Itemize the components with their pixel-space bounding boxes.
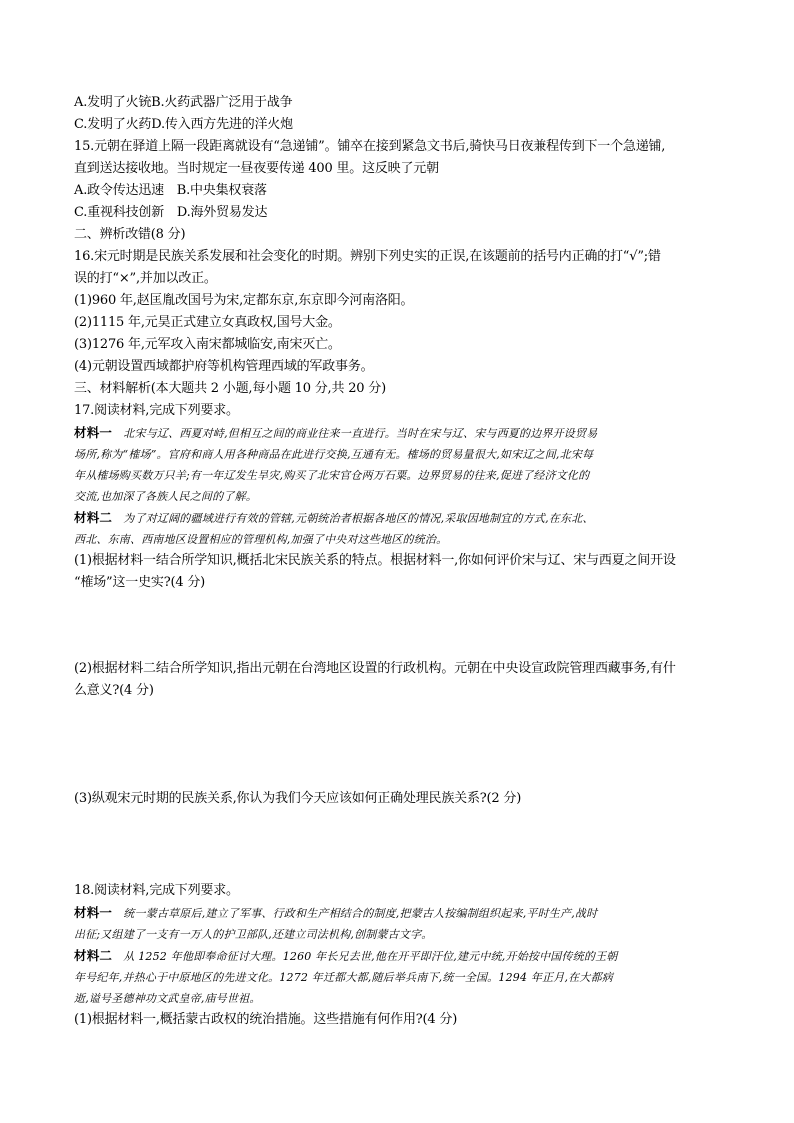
q17-material-1-line: 场所,称为“榷场”。官府和商人用各种商品在此进行交换,互通有无。榷场的贸易量很大,如宋辽之间,北宋每	[74, 448, 594, 461]
statement-3: (3)1276 年,元军攻入南宋都城临安,南宋灭亡。	[74, 337, 341, 352]
question-17: 17.阅读材料,完成下列要求。	[74, 403, 239, 418]
q17-sub-2: (2)根据材料二结合所学知识,指出元朝在台湾地区设置的行政机构。元朝在中央设宣政院管理西藏事务,有什	[74, 661, 676, 676]
option-line: A.政令传达迅速 B.中央集权衰落	[74, 183, 267, 198]
q18-material-2-line: 逝,谥号圣德神功文武皇帝,庙号世祖。	[74, 992, 261, 1005]
question-16-cont: 误的打“×”,并加以改正。	[74, 271, 217, 286]
option-line: C.发明了火药D.传入西方先进的洋火炮	[74, 117, 293, 132]
option-line: C.重视科技创新 D.海外贸易发达	[74, 205, 268, 220]
q18-sub-1: (1)根据材料一,概括蒙古政权的统治措施。这些措施有何作用?(4 分)	[74, 1012, 458, 1027]
q17-material-1-line: 年从榷场购买数万只羊;有一年辽发生旱灾,购买了北宋官仓两万石粟。边界贸易的往来,促进了经济文化的	[74, 469, 590, 482]
answer-space	[74, 810, 724, 880]
material-label: 材料一	[74, 905, 113, 920]
material-label: 材料二	[74, 948, 113, 963]
q17-material-1-line: 材料一 北宋与辽、西夏对峙,但相互之间的商业往来一直进行。当时在宋与辽、宋与西夏的边界开设贸易	[74, 425, 598, 440]
q17-material-2-line: 西北、东南、西南地区设置相应的管理机构,加强了中央对这些地区的统治。	[74, 533, 448, 546]
q17-sub-1-cont: “榷场”这一史实?(4 分)	[74, 575, 206, 590]
answer-space	[74, 702, 724, 788]
material-label: 材料一	[74, 425, 113, 440]
option-line: A.发明了火铳B.火药武器广泛用于战争	[74, 95, 293, 110]
section-heading: 三、材料解析(本大题共 2 小题,每小题 10 分,共 20 分)	[74, 381, 386, 396]
statement-4: (4)元朝设置西域都护府等机构管理西域的军政事务。	[74, 359, 374, 374]
section-heading: 二、辨析改错(8 分)	[74, 227, 186, 242]
statement-2: (2)1115 年,元昊正式建立女真政权,国号大金。	[74, 315, 341, 330]
question-15-cont: 直到送达接收地。当时规定一昼夜要传递 400 里。这反映了元朝	[74, 161, 439, 176]
q17-sub-3: (3)纵观宋元时期的民族关系,你认为我们今天应该如何正确处理民族关系?(2 分)	[74, 791, 522, 806]
answer-space	[74, 594, 724, 658]
question-18: 18.阅读材料,完成下列要求。	[74, 883, 239, 898]
exam-page	[74, 92, 724, 1031]
material-label: 材料二	[74, 510, 113, 525]
q18-material-2-line: 材料二 从 1252 年他即奉命征讨大理。1260 年长兄去世,他在开平即汗位,建元中统,开始按中国传统的王朝	[74, 948, 618, 963]
question-15: 15.元朝在驿道上隔一段距离就设有“急递铺”。铺卒在接到紧急文书后,骑快马日夜兼程传到下一个急递铺,	[74, 139, 666, 154]
q17-material-1-line: 交流,也加深了各族人民之间的了解。	[74, 490, 257, 503]
question-16: 16.宋元时期是民族关系发展和社会变化的时期。辨别下列史实的正误,在该题前的括号内正确的打“√”;错	[74, 249, 661, 264]
q18-material-1-line: 出征;又组建了一支有一万人的护卫部队,还建立司法机构,创制蒙古文字。	[74, 928, 433, 941]
q17-material-2-line: 材料二 为了对辽阔的疆域进行有效的管辖,元朝统治者根据各地区的情况,采取因地制宜的方式,在东北、	[74, 510, 594, 525]
statement-1: (1)960 年,赵匡胤改国号为宋,定都东京,东京即今河南洛阳。	[74, 293, 414, 308]
q18-material-1-line: 材料一 统一蒙古草原后,建立了军事、行政和生产相结合的制度,把蒙古人按编制组织起来,平时生产,战时	[74, 905, 598, 920]
q17-sub-2-cont: 么意义?(4 分)	[74, 683, 154, 698]
q18-material-2-line: 年号纪年,并热心于中原地区的先进文化。1272 年迁都大都,随后举兵南下,统一全国。1294 年正月,在大都病	[74, 971, 613, 984]
q17-sub-1: (1)根据材料一结合所学知识,概括北宋民族关系的特点。根据材料一,你如何评价宋与辽、宋与西夏之间开设	[74, 553, 676, 568]
